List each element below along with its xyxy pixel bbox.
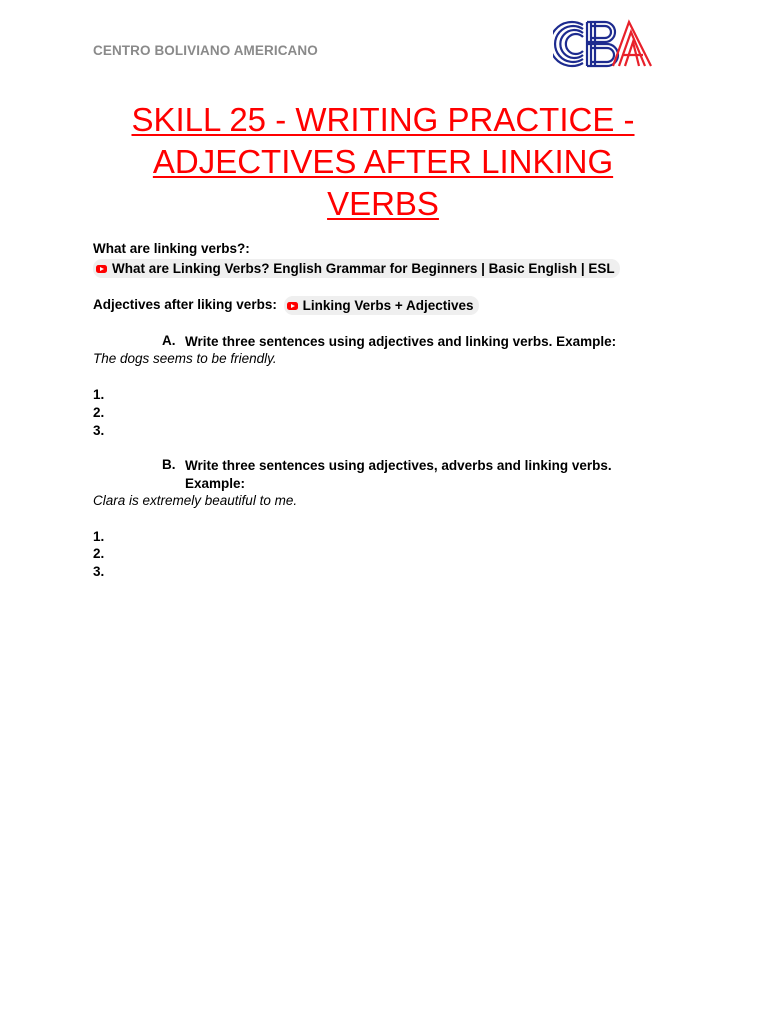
section-a-number-2: 2.: [93, 405, 105, 420]
section-b-number-2: 2.: [93, 546, 105, 561]
video-link-row: [93, 259, 620, 278]
cba-logo-icon: [553, 17, 655, 71]
section-b-example: Clara is extremely beautiful to me.: [93, 493, 298, 508]
page-title[interactable]: SKILL 25 - WRITING PRACTICE - ADJECTIVES AFTER LINKING VERBS: [131, 101, 635, 222]
section-a-letter: A.: [162, 333, 176, 348]
adjectives-label: Adjectives after liking verbs:: [93, 297, 277, 313]
section-a-example: The dogs seems to be friendly.: [93, 351, 277, 366]
section-b-number-1: 1.: [93, 529, 105, 544]
youtube-icon: [96, 265, 107, 273]
video-link-chip[interactable]: [93, 259, 620, 278]
adjectives-link-text: Linking Verbs + Adjectives: [302, 298, 474, 313]
section-b-number-3: 3.: [93, 564, 105, 579]
section-b-instruction: Write three sentences using adjectives, adverbs and linking verbs. Example:: [185, 458, 612, 491]
organization-name: CENTRO BOLIVIANO AMERICANO: [93, 43, 318, 58]
adjectives-row: [93, 296, 479, 315]
section-a-instruction: Write three sentences using adjectives and linking verbs. Example:: [185, 334, 617, 349]
adjectives-link-chip[interactable]: [284, 296, 479, 315]
section-b-letter: B.: [162, 457, 176, 472]
linking-verbs-question: What are linking verbs?:: [93, 241, 250, 256]
youtube-icon: [287, 302, 298, 310]
video-link-text: What are Linking Verbs? English Grammar for Beginners | Basic English | ESL: [112, 261, 615, 276]
section-a-number-3: 3.: [93, 423, 105, 438]
section-a-number-1: 1.: [93, 387, 105, 402]
